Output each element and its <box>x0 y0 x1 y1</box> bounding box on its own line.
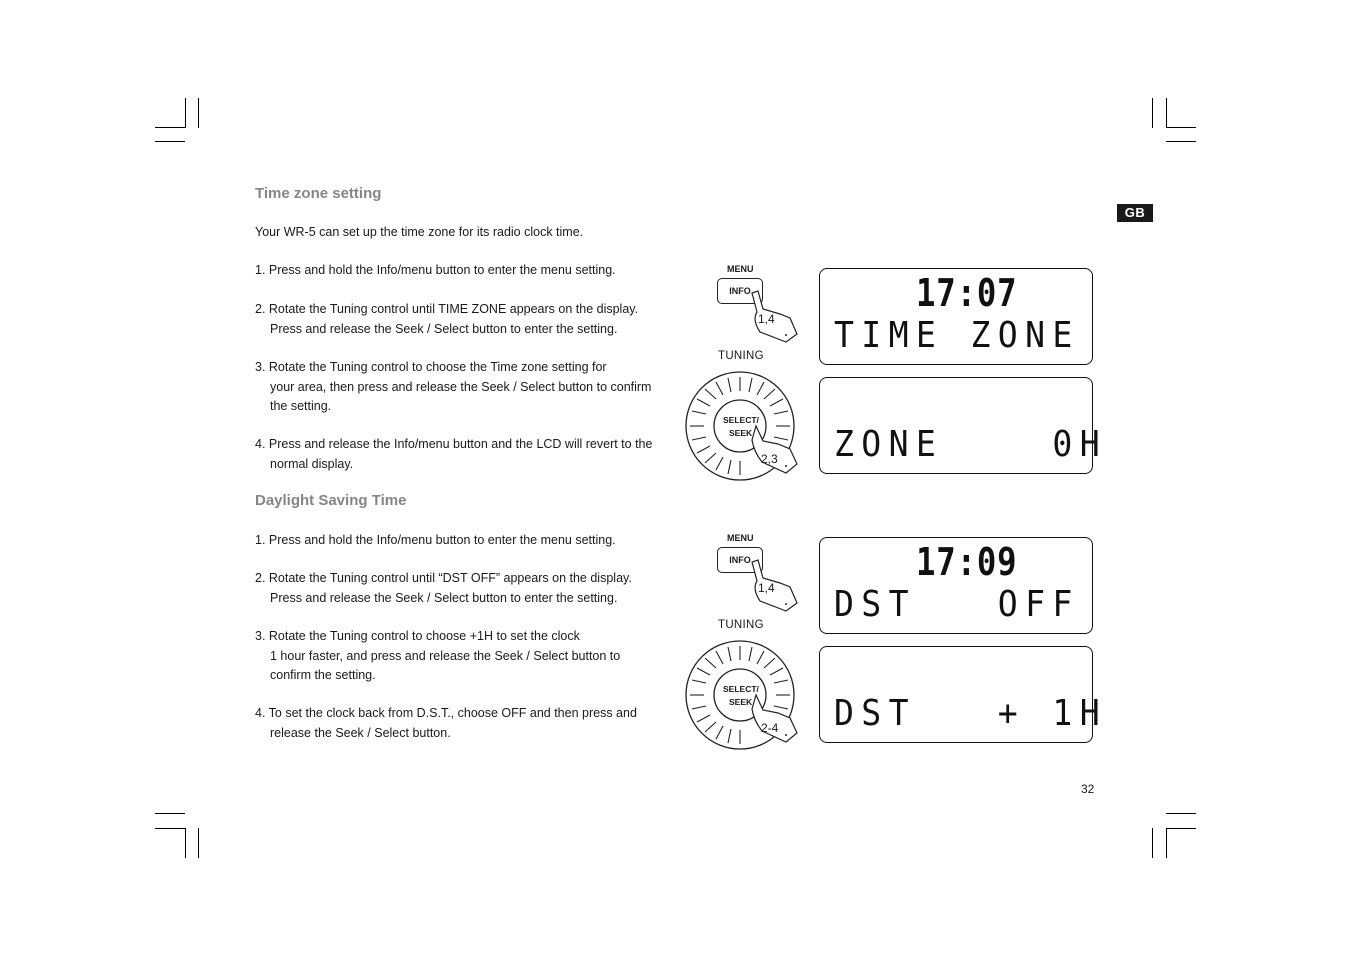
lcd-time: 17:07 <box>916 271 1018 315</box>
step-line: 4. Press and release the Info/menu button and the LCD will revert to the <box>255 437 653 451</box>
step-ref: 1,4 <box>758 312 775 326</box>
tuning-label: TUNING <box>718 619 764 631</box>
step-line: normal display. <box>270 456 354 471</box>
crop-mark <box>1166 98 1167 128</box>
step-4 <box>255 435 652 474</box>
step-ref: 2,3 <box>761 452 778 466</box>
select-label: SELECT/ <box>723 415 759 425</box>
lcd-text: DST OFF <box>834 584 1080 625</box>
section-heading-time-zone: Time zone setting <box>255 185 382 202</box>
crop-mark <box>1152 828 1153 858</box>
step-line: 2. Rotate the Tuning control until “DST OFF” appears on the display. <box>255 571 632 585</box>
lcd-text: ZONE 0H <box>834 424 1108 465</box>
step-line: the setting. <box>270 399 332 413</box>
intro-text: Your WR-5 can set up the time zone for its radio clock time. <box>255 225 584 239</box>
step-line: your area, then press and release the Seek / Select button to confirm <box>270 379 652 394</box>
menu-label: MENU <box>727 264 754 274</box>
step-line: release the Seek / Select button. <box>270 725 451 740</box>
lcd-text: DST + 1H <box>834 693 1108 734</box>
crop-mark <box>185 98 186 128</box>
step-line: 3. Rotate the Tuning control to choose +1H to set the clock <box>255 629 580 643</box>
step-line: 1. Press and hold the Info/menu button to enter the menu setting. <box>255 533 616 547</box>
crop-mark <box>155 813 185 814</box>
step-line: 4. To set the clock back from D.S.T., choose OFF and then press and <box>255 706 637 720</box>
step-2 <box>255 300 638 339</box>
step-2 <box>255 569 632 608</box>
lcd-display <box>819 268 1093 365</box>
crop-mark <box>198 828 199 858</box>
language-tab: GB <box>1117 204 1153 222</box>
step-line: 1 hour faster, and press and release the Seek / Select button to <box>270 648 621 663</box>
info-button[interactable]: INFO <box>717 547 763 573</box>
crop-mark <box>185 828 186 858</box>
seek-label: SEEK <box>729 697 753 707</box>
crop-mark <box>1166 127 1196 128</box>
crop-mark <box>198 98 199 128</box>
crop-mark <box>1166 141 1196 142</box>
select-label: SELECT/ <box>723 684 759 694</box>
lcd-display <box>819 537 1093 634</box>
crop-mark <box>1152 98 1153 128</box>
lcd-time: 17:09 <box>916 540 1018 584</box>
step-line: 1. Press and hold the Info/menu button to enter the menu setting. <box>255 263 616 277</box>
tuning-label: TUNING <box>718 350 764 362</box>
step-1 <box>255 531 616 551</box>
crop-mark <box>155 141 185 142</box>
lcd-display <box>819 646 1108 743</box>
crop-mark <box>155 127 185 128</box>
step-ref: 2-4 <box>761 721 779 735</box>
info-button[interactable]: INFO <box>717 278 763 304</box>
step-3 <box>255 627 620 686</box>
step-ref: 1,4 <box>758 581 775 595</box>
step-3 <box>255 358 651 417</box>
crop-mark <box>1166 813 1196 814</box>
step-line: Press and release the Seek / Select button to enter the setting. <box>270 590 618 605</box>
step-line: 2. Rotate the Tuning control until TIME ZONE appears on the display. <box>255 302 639 316</box>
step-1 <box>255 261 616 281</box>
step-line: Press and release the Seek / Select button to enter the setting. <box>270 321 618 336</box>
lcd-display <box>819 377 1108 474</box>
seek-label: SEEK <box>729 428 753 438</box>
step-line: 3. Rotate the Tuning control to choose the Time zone setting for <box>255 360 607 374</box>
step-line: confirm the setting. <box>270 668 376 682</box>
tuning-dial-icon[interactable] <box>0 0 1 1</box>
crop-mark <box>1166 828 1167 858</box>
step-4 <box>255 704 637 743</box>
lcd-text: TIME ZONE <box>834 315 1080 356</box>
crop-mark <box>155 828 185 829</box>
page-number: 32 <box>1081 782 1095 796</box>
crop-mark <box>1166 828 1196 829</box>
menu-label: MENU <box>727 533 754 543</box>
section-heading-dst: Daylight Saving Time <box>255 492 407 509</box>
